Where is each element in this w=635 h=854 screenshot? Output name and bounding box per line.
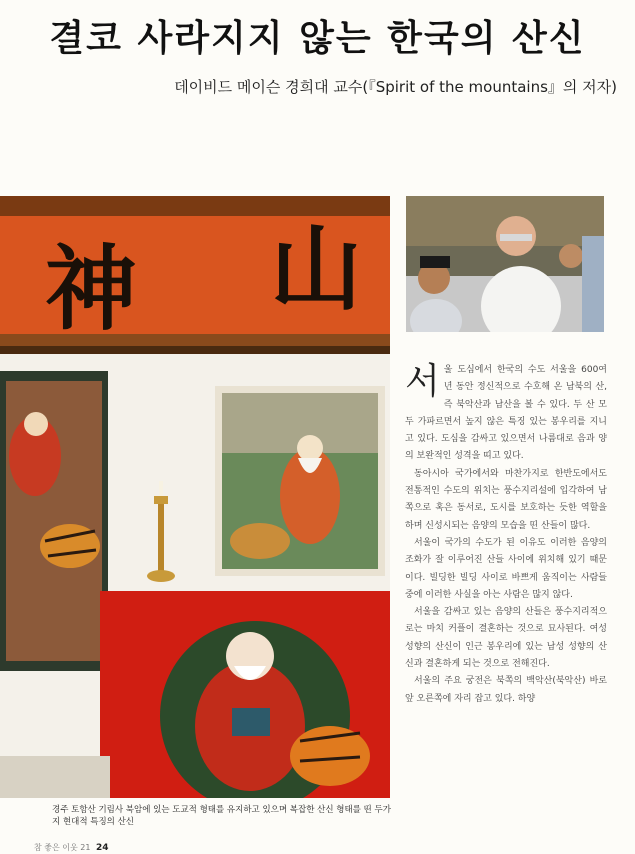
article-paragraph: 서울이 국가의 수도가 된 이유도 이러한 음양의 조화가 잘 이루어진 산들 사이에 위치해 있기 때문이다. 빌딩한 빌딩 사이로 바쁘게 움직이는 사람들 중에 이러한 사실을 아는 사람은 많지 않다. xyxy=(405,537,607,600)
page-subtitle: 데이비드 메이슨 경희대 교수(『Spirit of the mountains』의 저자) xyxy=(174,78,617,96)
drop-cap: 서 xyxy=(405,361,440,402)
photo-caption: 경주 토함산 기림사 북암에 있는 도교적 형태를 유지하고 있으며 복잡한 산신 형태를 띤 두가지 현대적 특징의 산신 xyxy=(52,805,391,827)
article-paragraph: 서울의 주요 궁전은 북쪽의 백악산(북악산) 바로 앞 오른쪽에 자리 잡고 있다. 하양 xyxy=(405,676,607,704)
ceremony-photo xyxy=(406,196,604,332)
sign-character-1: 神 xyxy=(45,235,138,343)
publication-name: 참 좋은 이웃 21 xyxy=(34,843,91,852)
article-paragraph: 서울을 감싸고 있는 음양의 산들은 풍수지리적으로는 마치 커플이 결혼하는 것으로 묘사된다. 여성 성향의 산신이 인근 봉우리에 있는 남성 성향의 산신과 결혼하게 되는 것으로 전해진다. xyxy=(405,607,607,670)
article-paragraph: 동아시아 국가에서와 마찬가지로 한반도에서도 전통적인 수도의 위치는 풍수지리설에 입각하여 남쪽으로 혹은 동서로, 도시를 보호하는 듯한 역할을 하며 신성시되는 음양의 모습을 띤 산들이 많다. xyxy=(405,468,607,531)
article-body xyxy=(405,362,607,708)
page-footer xyxy=(34,842,109,853)
sign-character-2: 山 xyxy=(270,215,363,323)
article-paragraph: 서울 도심에서 한국의 수도 서울을 600여 년 동안 정신적으로 수호해 온 남북의 산, 즉 북악산과 남산을 볼 수 있다. 두 산 모두 가파르면서 높지 않은 특징 있는 봉우리를 지니고 있다. 도심을 감싸고 있으면서 나름대로 음과 양의 보완적인 성격을 띠고 있다. xyxy=(405,361,607,462)
shrine-photo xyxy=(0,196,390,798)
page-title: 결코 사라지지 않는 한국의 산신 xyxy=(49,17,586,59)
page-number: 24 xyxy=(96,843,109,853)
